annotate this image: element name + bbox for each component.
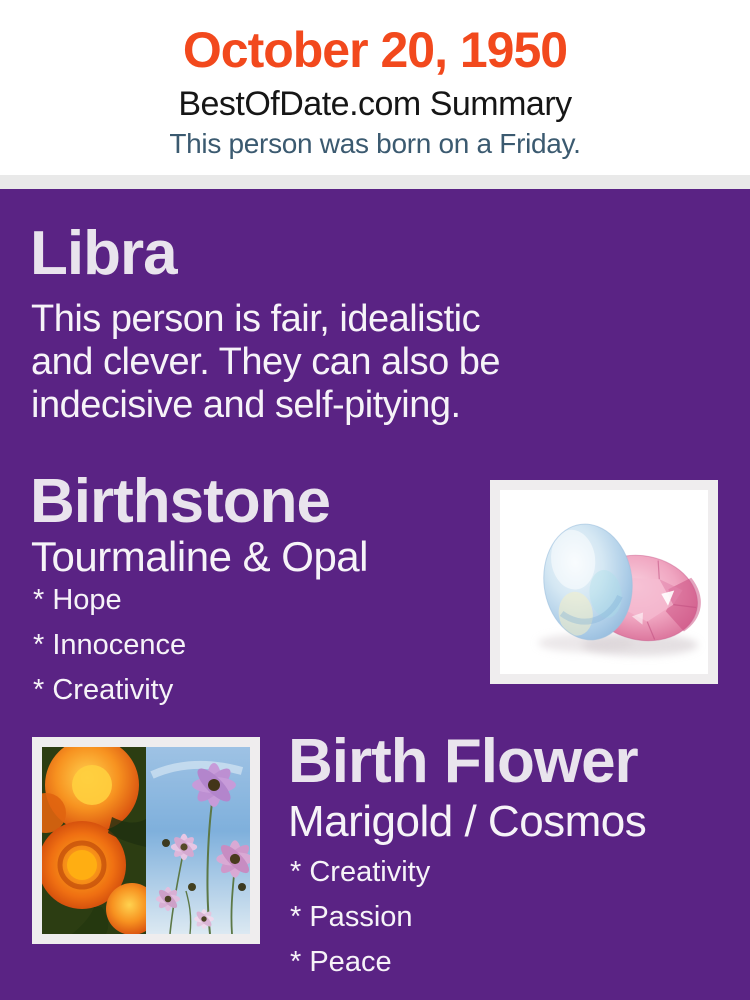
trait-item: * Creativity bbox=[290, 856, 431, 888]
trait-item: * Creativity bbox=[33, 674, 174, 706]
trait-item: * Hope bbox=[33, 584, 122, 616]
zodiac-description-line: This person is fair, idealistic bbox=[31, 298, 481, 340]
marigold-photo-half bbox=[42, 747, 158, 934]
cosmos-photo-half bbox=[146, 747, 250, 934]
cosmos-flower bbox=[156, 887, 180, 911]
site-summary-title: BestOfDate.com Summary bbox=[178, 85, 572, 123]
birth-flower-photo bbox=[32, 737, 260, 944]
birthstone-names: Tourmaline & Opal bbox=[31, 533, 368, 580]
birth-flower-traits-list bbox=[290, 850, 430, 985]
trait-item: * Peace bbox=[290, 946, 392, 978]
birth-flower-photo-canvas bbox=[42, 747, 250, 934]
birthstone-photo-canvas bbox=[500, 490, 708, 674]
trait-item: * Innocence bbox=[33, 629, 187, 661]
summary-content bbox=[0, 189, 750, 1000]
zodiac-description-line: and clever. They can also be bbox=[31, 341, 501, 383]
birthstone-heading: Birthstone bbox=[30, 467, 330, 536]
cosmos-flower bbox=[194, 909, 214, 929]
zodiac-heading: Libra bbox=[30, 219, 177, 288]
trait-item: * Passion bbox=[290, 901, 413, 933]
birth-flower-names: Marigold / Cosmos bbox=[288, 797, 647, 846]
birthstone-photo bbox=[490, 480, 718, 684]
divider-bar bbox=[0, 175, 750, 189]
born-day-note: This person was born on a Friday. bbox=[169, 128, 581, 159]
cosmos-flower bbox=[192, 763, 236, 807]
birthstone-traits-list bbox=[33, 578, 186, 713]
flowers-illustration bbox=[42, 747, 250, 934]
gems-illustration bbox=[500, 490, 708, 674]
zodiac-description bbox=[31, 298, 500, 427]
cosmos-flower bbox=[171, 834, 197, 860]
birth-flower-heading: Birth Flower bbox=[288, 727, 638, 796]
date-title: October 20, 1950 bbox=[182, 22, 568, 78]
zodiac-description-line: indecisive and self-pitying. bbox=[31, 384, 461, 426]
